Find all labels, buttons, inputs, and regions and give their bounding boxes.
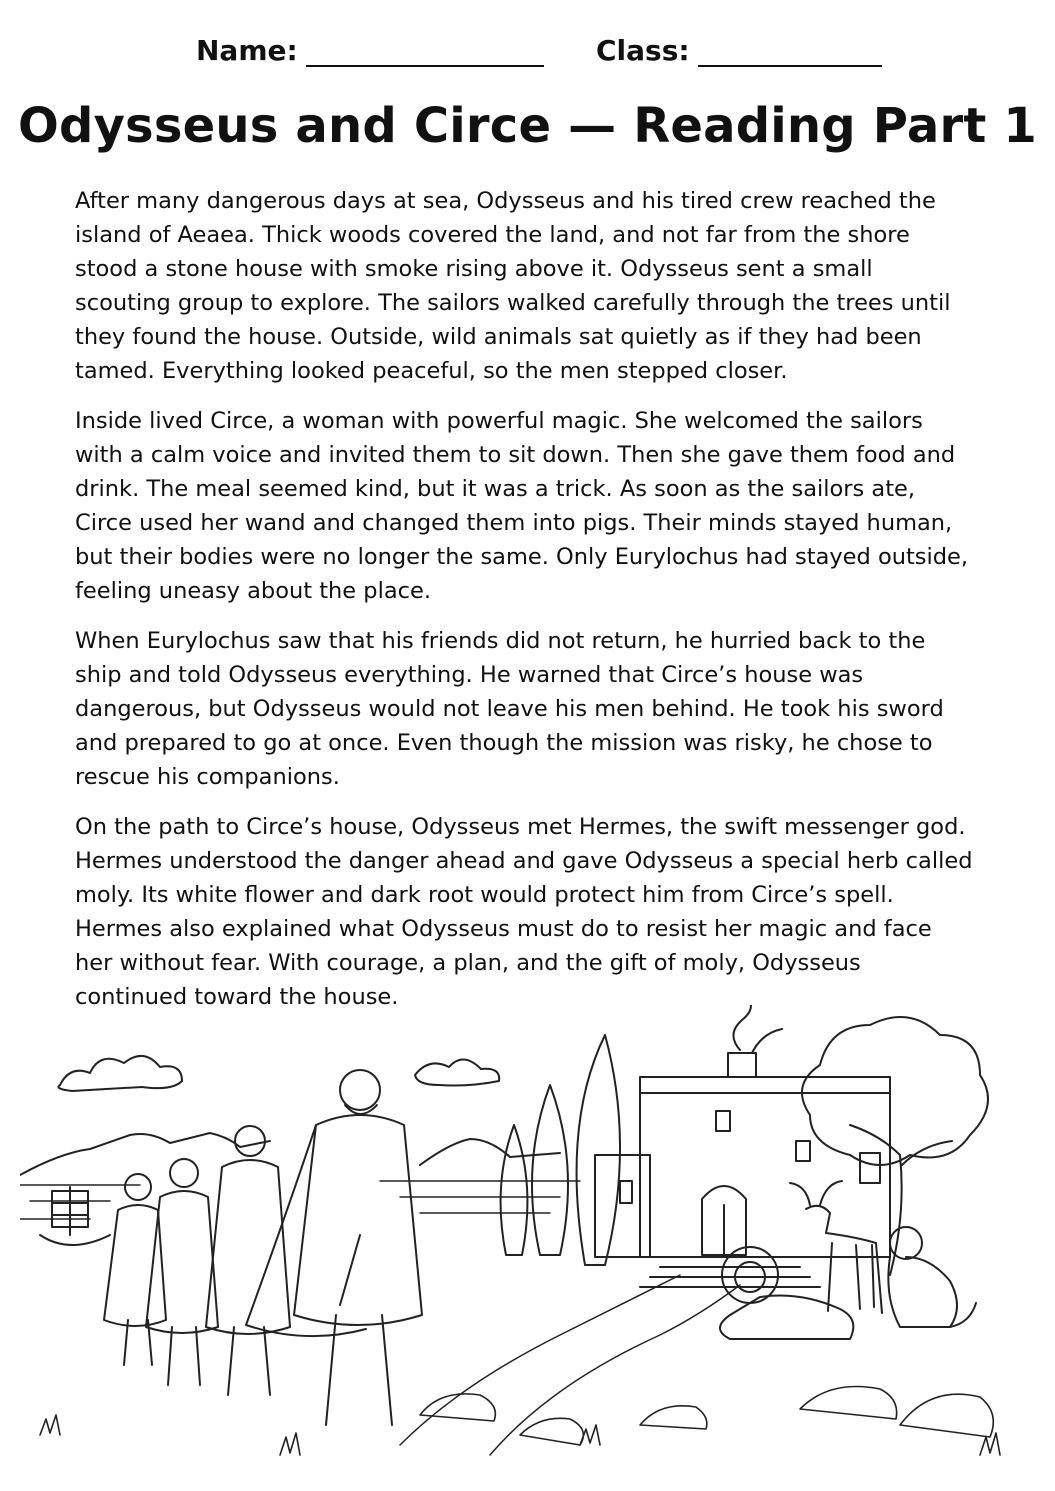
sea-lines (20, 1181, 580, 1219)
name-blank-line[interactable] (306, 35, 544, 67)
paragraph-1: After many dangerous days at sea, Odysseus and his tired crew reached the island of Aeaea. Thick woods covered the land, and not far from the shore stood a stone house with smoke rising above it. Odysseus sent a small scouting group to explore. The sailors walked carefully through the trees until they found the house. Outside, wild animals sat quietly as if they had been tamed. Everything looked peaceful, so the men stepped closer. (75, 188, 951, 384)
cloud-icon (59, 1056, 183, 1091)
sailor-figure (104, 1174, 166, 1365)
paragraph-2: Inside lived Circe, a woman with powerful magic. She welcomed the sailors with a calm voice and invited them to sit down. Then she gave them food and drink. The meal seemed kind, but it was a trick. As soon as the sailors ate, Circe used her wand and changed them into pigs. Their minds stayed human, but their bodies were no longer the same. Only Eurylochus had stayed outside, feeling uneasy about the place. (75, 408, 969, 604)
class-blank-line[interactable] (698, 35, 882, 67)
paragraph-3: When Eurylochus saw that his friends did not return, he hurried back to the ship and told Odysseus everything. He warned that Circe’s house was dangerous, but Odysseus would not leave his men behind. He took his sword and prepared to go at once. Even though the mission was risky, he chose to rescue his companions. (75, 628, 944, 790)
oak-tree (802, 1017, 988, 1275)
odysseus-crew-circe-house-illustration (20, 1005, 1035, 1475)
hyena-icon (888, 1227, 976, 1327)
name-field (196, 34, 544, 67)
odysseus-figure (246, 1070, 422, 1425)
reading-passage (75, 184, 975, 1030)
ship-icon (40, 1187, 110, 1245)
cypress-trees (501, 1035, 620, 1265)
rocks-and-grass (40, 1387, 1000, 1456)
sailor-figure (146, 1159, 218, 1385)
paragraph-4: On the path to Circe’s house, Odysseus met Hermes, the swift messenger god. Hermes understood the danger ahead and gave Odysseus a special herb called moly. Its white flower and dark root would protect him from Circe’s spell. Hermes also explained what Odysseus must do to resist her magic and face her without fear. With courage, a plan, and the gift of moly, Odysseus continued toward the house. (75, 814, 973, 1010)
lion-icon (720, 1247, 853, 1339)
name-label: Name: (196, 34, 298, 67)
sailor-figure (206, 1126, 290, 1395)
crew-figures (104, 1070, 422, 1425)
circe-stone-house (595, 1005, 890, 1287)
deer-icon (790, 1181, 882, 1313)
class-label: Class: (596, 34, 690, 67)
page-title: Odysseus and Circe — Reading Part 1 (18, 98, 1037, 154)
smoke-icon (733, 1005, 782, 1053)
mountain-range (20, 1133, 560, 1175)
worksheet-header (0, 34, 1055, 78)
cloud-icon (415, 1059, 499, 1085)
class-field (596, 34, 882, 67)
